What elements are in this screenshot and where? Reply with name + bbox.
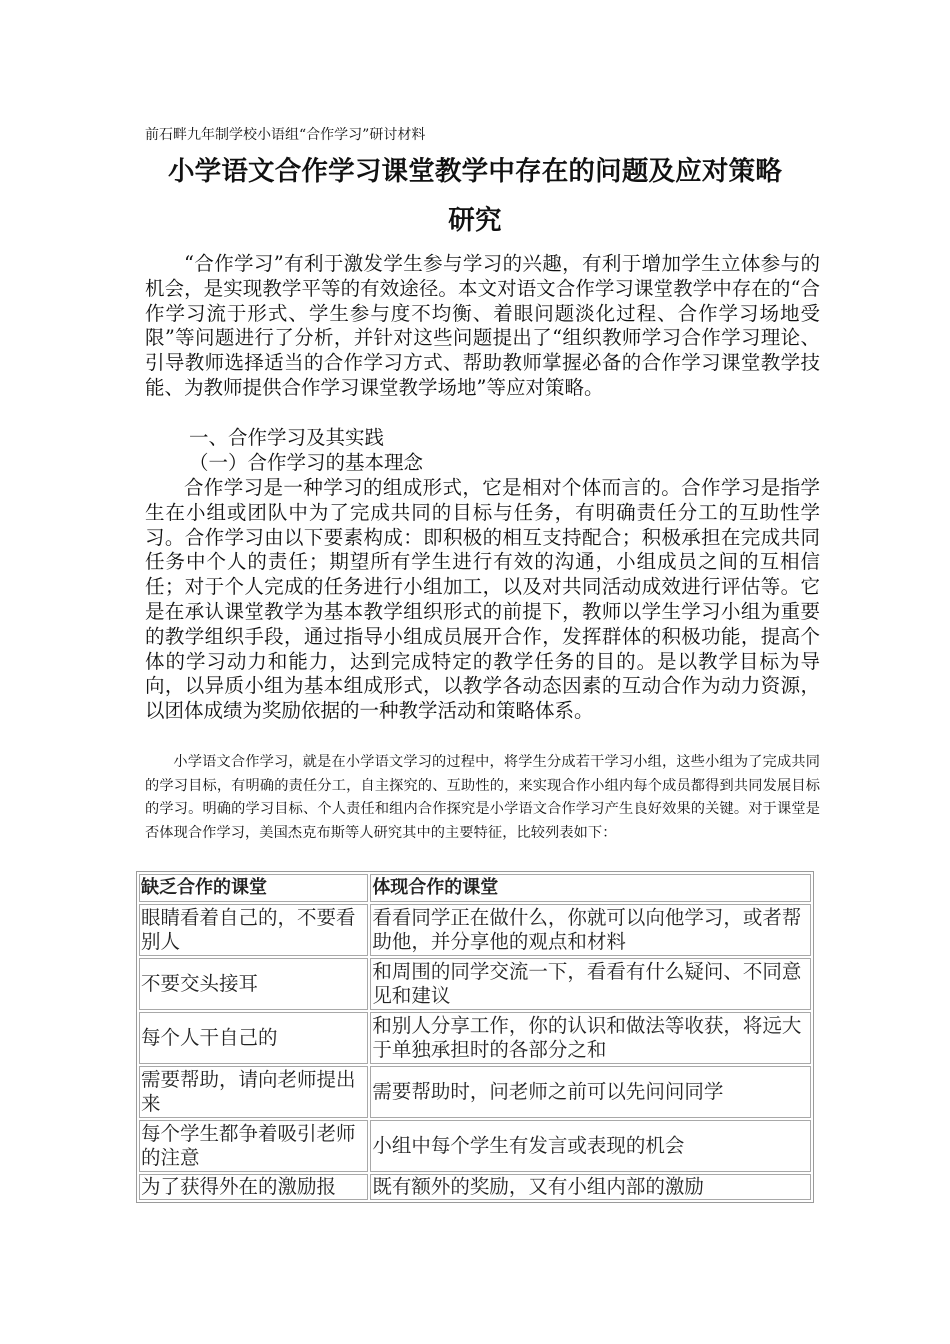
table-cell: 为了获得外在的激励报	[139, 1174, 368, 1200]
table-cell: 需要帮助时，问老师之前可以先问问同学	[370, 1066, 811, 1118]
concept-paragraph: 合作学习是一种学习的组成形式，它是相对个体而言的。合作学习是指学生在小组或团队中为了完成共同的目标与任务，有明确责任分工的互助性学习。合作学习由以下要素构成：即积极的相互支持配合；积极承担在完成共同任务中个人的责任；期望所有学生进行有效的沟通，小组成员之间的互相信任；对于个人完成的任务进行小组加工，以及对共同活动成效进行评估等。它是在承认课堂教学为基本教学组织形式的前提下，教师以学生学习小组为重要的教学组织手段，通过指导小组成员展开合作，发挥群体的积极功能，提高个体的学习动力和能力，达到完成特定的教学任务的目的。是以教学目标为导向，以异质小组为基本组成形式，以教学各动态因素的互动合作为动力资源，以团体成绩为奖励依据的一种教学活动和策略体系。	[145, 476, 820, 723]
table-header-row	[139, 874, 811, 902]
table-header-cell: 体现合作的课堂	[370, 874, 811, 902]
table-cell: 和周围的同学交流一下，看看有什么疑问、不同意见和建议	[370, 958, 811, 1010]
table-cell: 眼睛看着自己的，不要看别人	[139, 904, 368, 956]
table-cell: 每个学生都争着吸引老师的注意	[139, 1120, 368, 1172]
header-org-line: 前石畔九年制学校小语组“合作学习”研讨材料	[145, 127, 426, 143]
section-heading: 一、合作学习及其实践	[189, 426, 385, 449]
table-cell: 看看同学正在做什么，你就可以向他学习，或者帮助他，并分享他的观点和材料	[370, 904, 811, 956]
table-cell: 不要交头接耳	[139, 958, 368, 1010]
table-row	[139, 1012, 811, 1064]
table-header-cell: 缺乏合作的课堂	[139, 874, 368, 902]
table-cell: 小组中每个学生有发言或表现的机会	[370, 1120, 811, 1172]
document-title-line-2: 研究	[448, 205, 502, 236]
document-title-line-1: 小学语文合作学习课堂教学中存在的问题及应对策略	[167, 156, 783, 187]
table-cell: 每个人干自己的	[139, 1012, 368, 1064]
abstract-paragraph: “合作学习”有利于激发学生参与学习的兴趣，有利于增加学生立体参与的机会，是实现教学平等的有效途径。本文对语文合作学习课堂教学中存在的“合作学习流于形式、学生参与度不均衡、着眼问题淡化过程、合作学习场地受限”等问题进行了分析，并针对这些问题提出了“组织教师学习合作学习理论、引导教师选择适当的合作学习方式、帮助教师掌握必备的合作学习课堂教学技能、为教师提供合作学习课堂教学场地”等应对策略。	[145, 252, 820, 399]
table-row	[139, 958, 811, 1010]
table-cell: 需要帮助，请向老师提出来	[139, 1066, 368, 1118]
chinese-learning-paragraph: 小学语文合作学习，就是在小学语文学习的过程中，将学生分成若干学习小组，这些小组为了完成共同的学习目标，有明确的责任分工，自主探究的、互助性的，来实现合作小组内每个成员都得到共同发展目标的学习。明确的学习目标、个人责任和组内合作探究是小学语文合作学习产生良好效果的关键。对于课堂是否体现合作学习，美国杰克布斯等人研究其中的主要特征，比较列表如下：	[145, 754, 820, 841]
table-row	[139, 1066, 811, 1118]
table-row	[139, 904, 811, 956]
table-row	[139, 1174, 811, 1200]
table-cell: 既有额外的奖励，又有小组内部的激励	[370, 1174, 811, 1200]
subsection-heading: （一）合作学习的基本理念	[189, 451, 424, 474]
table-cell: 和别人分享工作，你的认识和做法等收获，将远大于单独承担时的各部分之和	[370, 1012, 811, 1064]
comparison-table	[136, 871, 814, 1203]
table-row	[139, 1120, 811, 1172]
